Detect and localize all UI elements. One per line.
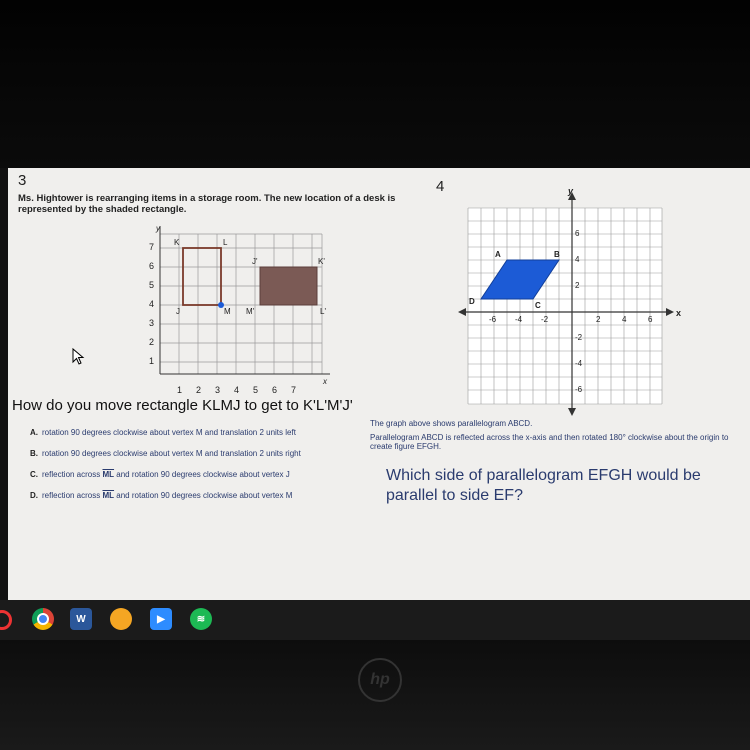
- q3-x-ticks: [177, 385, 296, 395]
- segment-ml: $\overline{ML}$: [102, 470, 115, 479]
- label-m: M: [224, 307, 231, 316]
- mouse-cursor-icon: [72, 348, 86, 366]
- choice-text: rotation 90 degrees clockwise about vertex M and translation 2 units right: [42, 449, 301, 458]
- choice-letter: D.: [30, 491, 38, 500]
- screen-edge: [0, 168, 8, 600]
- choice-c[interactable]: [30, 470, 290, 479]
- choice-text-post: and rotation 90 degrees clockwise about vertex J: [116, 470, 290, 479]
- q4-x-tick: -4: [515, 315, 523, 324]
- q3-x-tick: 1: [177, 385, 183, 395]
- q3-axis-label-y: y: [156, 224, 160, 233]
- choice-text-post: and rotation 90 degrees clockwise about vertex M: [116, 491, 293, 500]
- q3-axis-label-x: x: [323, 377, 327, 386]
- q3-question: How do you move rectangle KLMJ to get to K'L'M'J': [12, 397, 353, 414]
- label-j-prime: J': [252, 257, 258, 266]
- word-icon[interactable]: W: [70, 608, 92, 630]
- q3-graph: [140, 224, 336, 394]
- rect-klmj: [183, 248, 221, 305]
- label-d: D: [469, 297, 475, 306]
- q4-x-tick: -2: [541, 315, 549, 324]
- q4-y-tick: -6: [575, 385, 583, 394]
- q4-y-tick: -2: [575, 333, 583, 342]
- q4-x-tick: 6: [648, 315, 653, 324]
- q4-y-arrow-down: [568, 408, 576, 416]
- zoom-icon[interactable]: ▶: [150, 608, 172, 630]
- q4-question: Which side of parallelogram EFGH would be parallel to side EF?: [386, 467, 701, 504]
- power-icon[interactable]: [0, 610, 12, 630]
- q4-note-transform: Parallelogram ABCD is reflected across the x-axis and then rotated 180° clockwise about the origin to create figure EFGH.: [370, 433, 729, 451]
- rect-klmj-image: [260, 267, 317, 305]
- taskbar: [0, 600, 750, 640]
- choice-text-pre: reflection across: [42, 491, 101, 500]
- q3-y-tick: 5: [149, 280, 155, 290]
- choice-d[interactable]: [30, 491, 292, 500]
- label-c: C: [535, 301, 541, 310]
- chrome-icon[interactable]: [32, 608, 54, 630]
- choice-letter: C.: [30, 470, 38, 479]
- q3-y-tick: 2: [149, 337, 155, 347]
- hp-logo: hp: [358, 658, 402, 702]
- q4-number: 4: [436, 178, 445, 195]
- q4-x-arrow-left: [458, 308, 466, 316]
- choice-letter: B.: [30, 449, 38, 458]
- q3-x-tick: 7: [291, 385, 297, 395]
- spotify-icon[interactable]: ≋: [190, 608, 212, 630]
- laptop-bezel-top: [0, 0, 750, 168]
- q4-x-tick: 4: [622, 315, 627, 324]
- label-a: A: [495, 250, 501, 259]
- q3-y-tick: 4: [149, 299, 155, 309]
- q3-x-tick: 5: [253, 385, 259, 395]
- choice-letter: A.: [30, 428, 38, 437]
- q4-y-tick: 4: [575, 255, 580, 264]
- q3-x-tick: 2: [196, 385, 202, 395]
- label-k-prime: K': [318, 257, 325, 266]
- q4-axis-label-y: y: [568, 186, 574, 196]
- q3-prompt: Ms. Hightower is rearranging items in a storage room. The new location of a desk is represented by the shaded rectangle.: [18, 193, 396, 215]
- q4-x-tick: -6: [489, 315, 497, 324]
- q3-x-tick: 4: [234, 385, 240, 395]
- choice-a[interactable]: [30, 428, 296, 437]
- label-m-prime: M': [246, 307, 255, 316]
- label-l-prime: L': [320, 307, 326, 316]
- q3-y-ticks: [149, 242, 154, 366]
- label-b: B: [554, 250, 560, 259]
- files-icon[interactable]: [110, 608, 132, 630]
- q3-y-tick: 3: [149, 318, 155, 328]
- q4-y-tick: -4: [575, 359, 583, 368]
- q3-x-tick: 6: [272, 385, 278, 395]
- q4-x-arrow-right: [666, 308, 674, 316]
- label-l: L: [223, 238, 228, 247]
- q4-y-tick: 2: [575, 281, 580, 290]
- q3-x-tick: 3: [215, 385, 221, 395]
- label-k: K: [174, 238, 180, 247]
- q4-graph: [458, 186, 682, 420]
- segment-ml: $\overline{ML}$: [102, 491, 115, 500]
- q4-x-tick: 2: [596, 315, 601, 324]
- q3-y-tick: 7: [149, 242, 155, 252]
- choice-b[interactable]: [30, 449, 301, 458]
- q3-y-tick: 6: [149, 261, 155, 271]
- label-j: J: [176, 307, 180, 316]
- q4-plot-bg: [468, 208, 662, 404]
- q3-number: 3: [18, 172, 27, 189]
- choice-text-pre: reflection across: [42, 470, 101, 479]
- choice-text: rotation 90 degrees clockwise about vertex M and translation 2 units left: [42, 428, 296, 437]
- q3-y-tick: 1: [149, 356, 155, 366]
- screen: [6, 168, 750, 600]
- q4-note-graph: The graph above shows parallelogram ABCD.: [370, 419, 533, 428]
- q4-y-tick: 6: [575, 229, 580, 238]
- q4-axis-label-x: x: [676, 308, 682, 318]
